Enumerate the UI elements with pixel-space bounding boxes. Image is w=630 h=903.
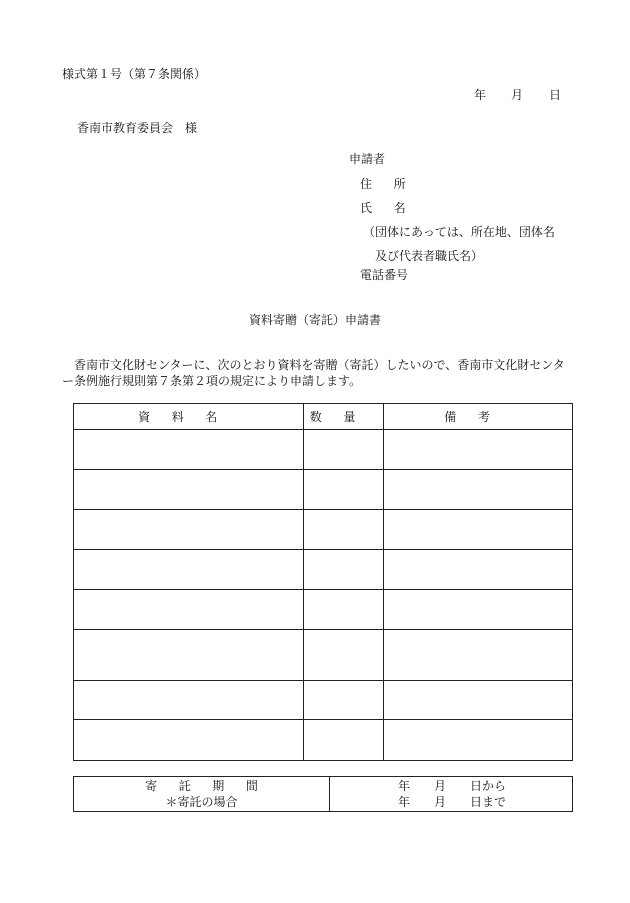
from-day-label: 日から [470, 779, 507, 793]
table-row [74, 630, 573, 681]
quantity-cell[interactable] [304, 470, 384, 510]
quantity-cell[interactable] [304, 590, 384, 630]
deposit-period-label-cell [74, 777, 330, 812]
date-day-label: 日 [549, 88, 562, 102]
quantity-cell[interactable] [304, 681, 384, 720]
header-quantity: 数量 [304, 404, 384, 430]
remarks-cell[interactable] [383, 630, 572, 681]
header-material-name: 資料名 [74, 404, 304, 430]
table-row [74, 590, 573, 630]
remarks-cell[interactable] [383, 720, 572, 761]
materials-header-row [74, 404, 573, 430]
quantity-cell[interactable] [304, 720, 384, 761]
to-year-label: 年 [398, 795, 411, 809]
remarks-cell[interactable] [383, 430, 572, 470]
address-label: 住所 [360, 177, 428, 191]
to-day-label: 日まで [470, 795, 507, 809]
deposit-note: ＊寄託の場合 [165, 795, 238, 809]
remarks-cell[interactable] [383, 510, 572, 550]
to-month-label: 月 [434, 795, 447, 809]
document-title: 資料寄贈（寄託）申請書 [248, 313, 381, 327]
materials-table [73, 403, 573, 761]
material-name-cell[interactable] [74, 630, 304, 681]
material-name-cell[interactable] [74, 590, 304, 630]
application-statement: 香南市文化財センターに、次のとおり資料を寄贈（寄託）したいので、香南市文化財センター条例施行規則第７条第２項の規定により申請します。 [62, 358, 565, 388]
material-name-cell[interactable] [74, 510, 304, 550]
quantity-cell[interactable] [304, 550, 384, 590]
material-name-cell[interactable] [74, 720, 304, 761]
table-row [74, 510, 573, 550]
remarks-cell[interactable] [383, 550, 572, 590]
phone-label: 電話番号 [360, 268, 409, 282]
table-row [74, 430, 573, 470]
table-row [74, 720, 573, 761]
group-note-line-1: （団体にあっては、所在地、団体名 [363, 225, 555, 239]
table-row [74, 470, 573, 510]
deposit-period-row [74, 777, 573, 812]
quantity-cell[interactable] [304, 630, 384, 681]
applicant-heading: 申請者 [349, 152, 386, 166]
addressee: 香南市教育委員会 様 [77, 121, 198, 135]
quantity-cell[interactable] [304, 430, 384, 470]
table-row [74, 550, 573, 590]
form-number: 様式第１号（第７条関係） [62, 67, 207, 81]
material-name-cell[interactable] [74, 550, 304, 590]
material-name-cell[interactable] [74, 430, 304, 470]
date-month-label: 月 [511, 88, 524, 102]
from-month-label: 月 [434, 779, 447, 793]
deposit-period-table [73, 776, 573, 812]
material-name-cell[interactable] [74, 681, 304, 720]
table-row [74, 681, 573, 720]
deposit-period-dates[interactable] [330, 777, 573, 812]
header-remarks: 備考 [383, 404, 572, 430]
name-label: 氏名 [360, 201, 428, 215]
group-note-line-2: 及び代表者職氏名） [375, 249, 484, 263]
remarks-cell[interactable] [383, 470, 572, 510]
material-name-cell[interactable] [74, 470, 304, 510]
date-year-label: 年 [474, 88, 487, 102]
from-year-label: 年 [398, 779, 411, 793]
deposit-period-label: 寄託期間 [145, 779, 280, 793]
quantity-cell[interactable] [304, 510, 384, 550]
remarks-cell[interactable] [383, 590, 572, 630]
remarks-cell[interactable] [383, 681, 572, 720]
